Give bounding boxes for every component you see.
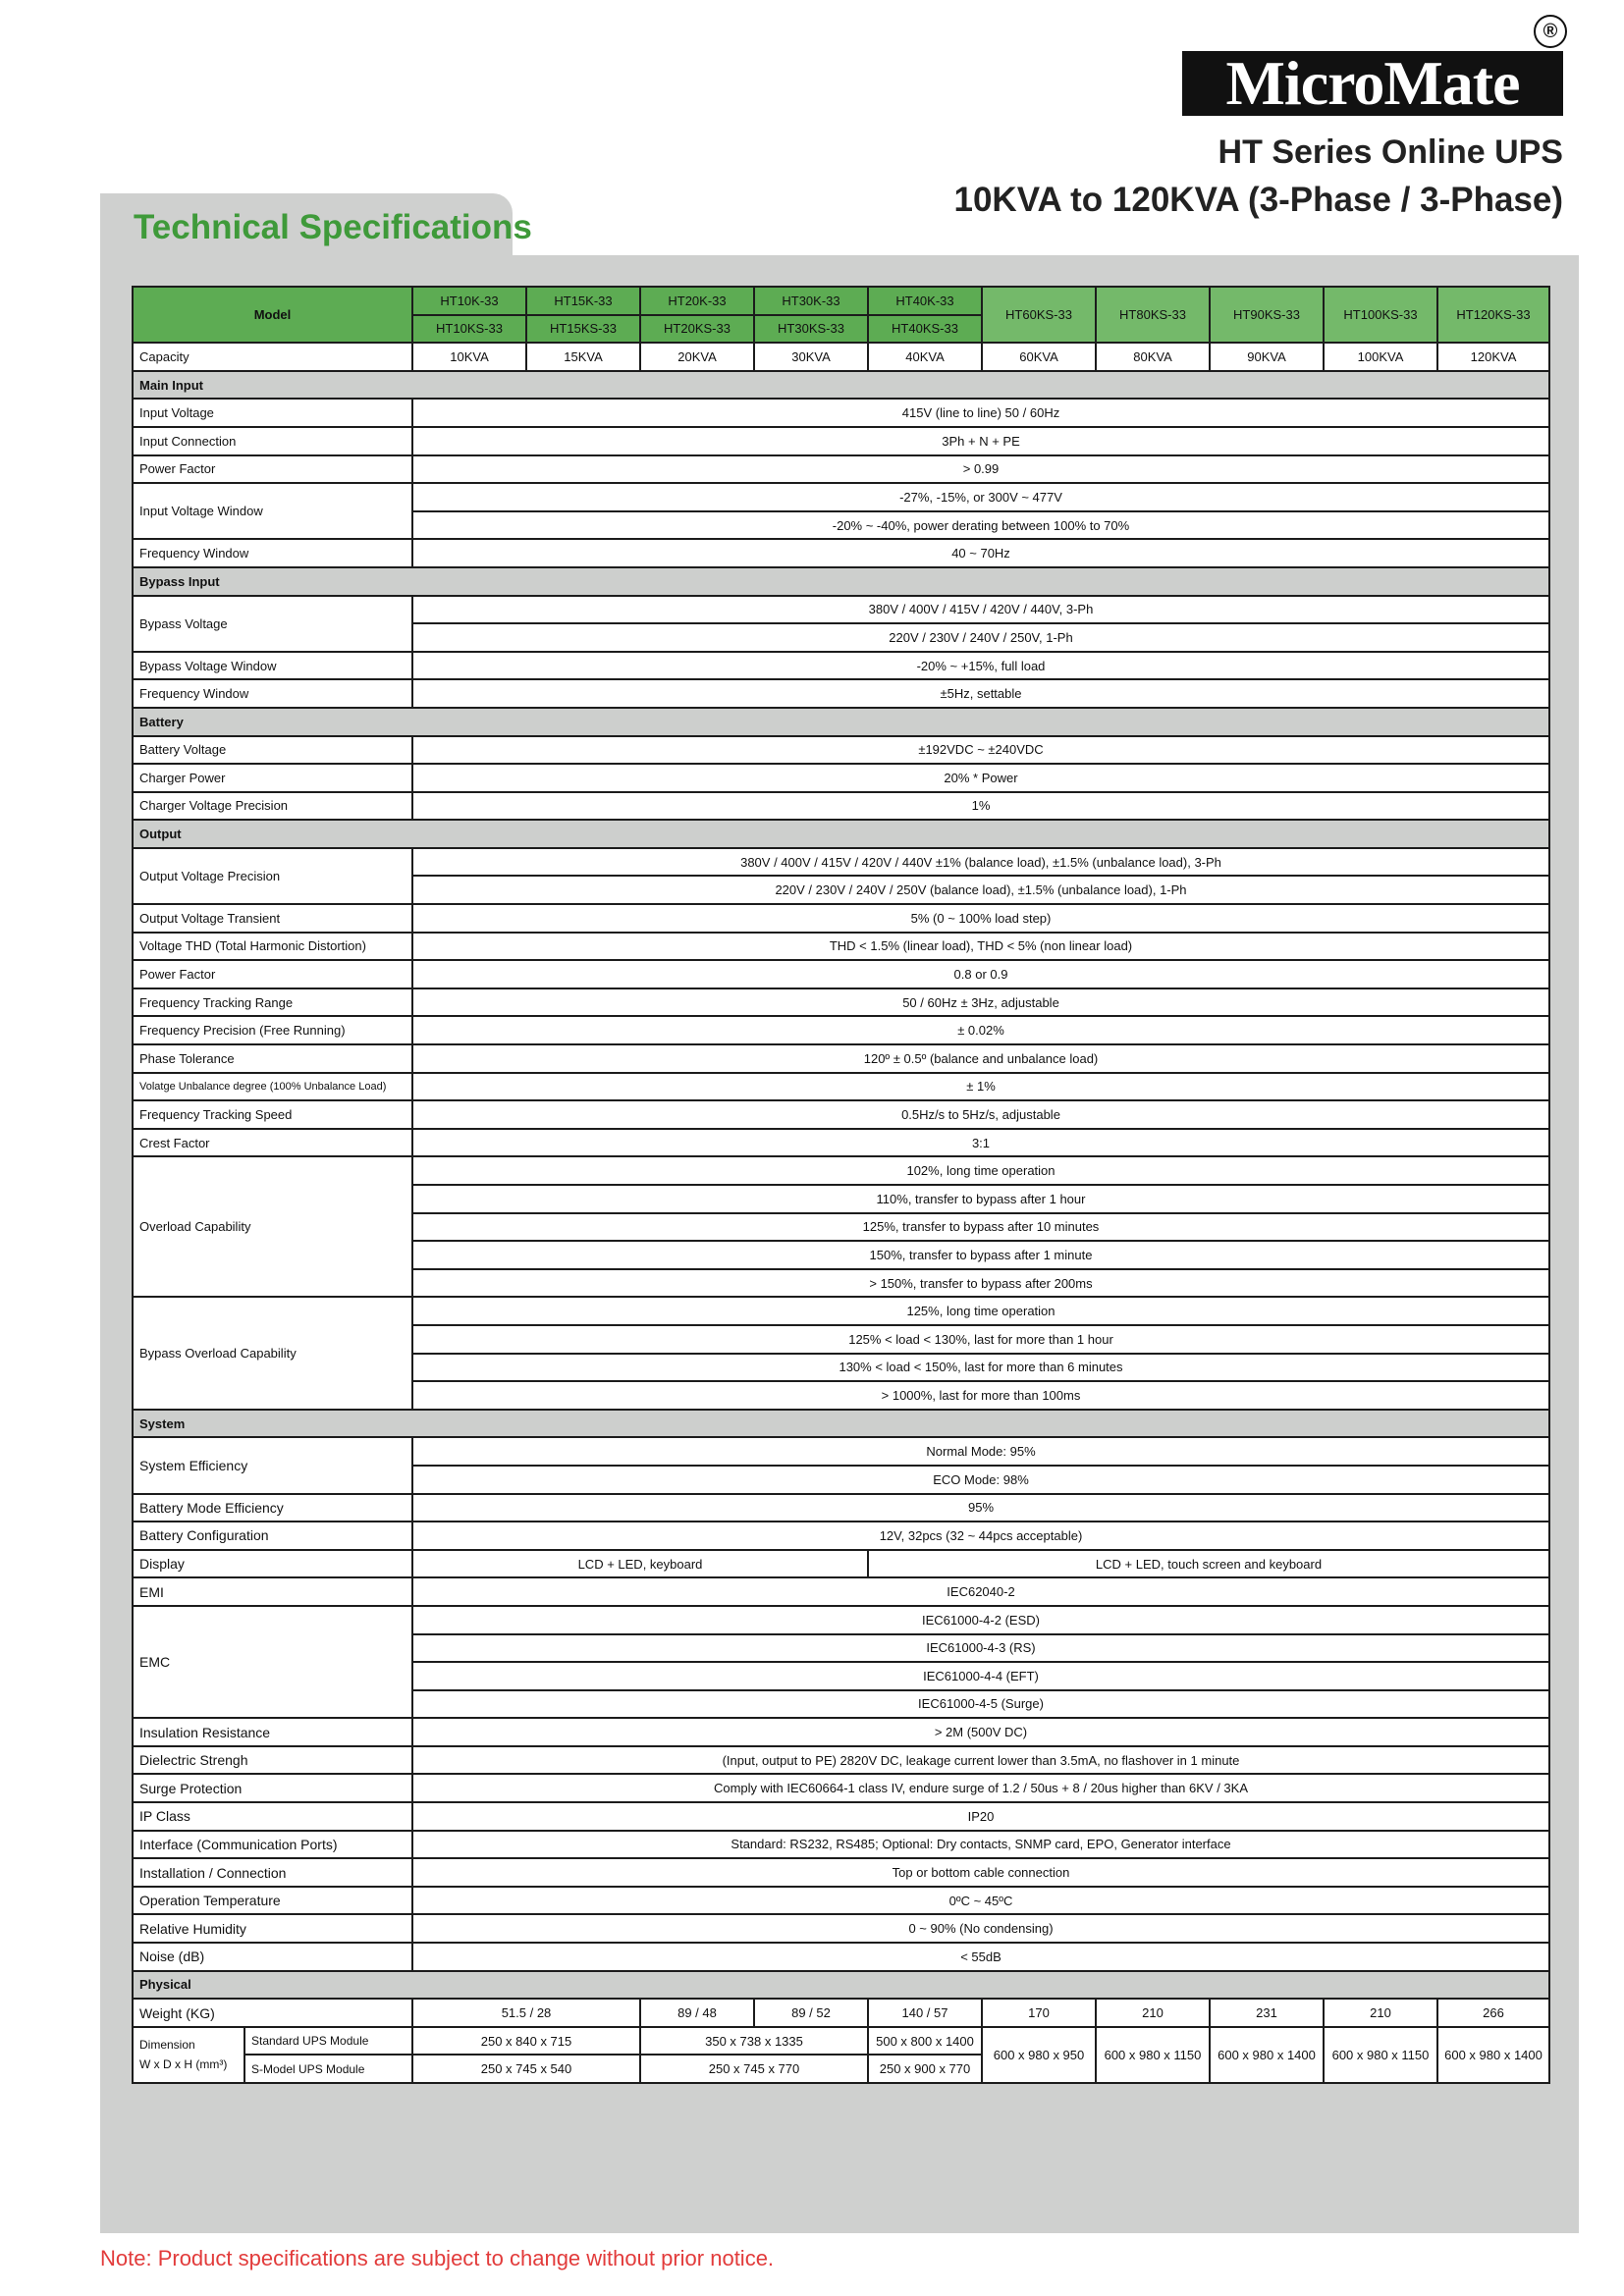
section-heading: Bypass Input: [133, 567, 1549, 596]
spec-row: [133, 1746, 1549, 1775]
spec-row: [133, 1914, 1549, 1943]
row-value: THD < 1.5% (linear load), THD < 5% (non linear load): [412, 933, 1549, 961]
dimension-cell: 250 x 745 x 770: [640, 2055, 868, 2083]
row-label: Battery Voltage: [133, 736, 412, 765]
capacity-cell: 30KVA: [754, 343, 868, 371]
spec-row: [133, 988, 1549, 1017]
spec-row: [133, 1606, 1549, 1634]
row-value: Comply with IEC60664-1 class IV, endure surge of 1.2 / 50us + 8 / 20us higher than 6KV / 3KA: [412, 1774, 1549, 1802]
capacity-row: [133, 343, 1549, 371]
row-value: IEC61000-4-4 (EFT): [412, 1662, 1549, 1690]
row-value: IEC61000-4-5 (Surge): [412, 1690, 1549, 1719]
spec-row: [133, 960, 1549, 988]
model-label: Model: [133, 287, 412, 343]
row-label: EMI: [133, 1577, 412, 1606]
row-label: Dielectric Strengh: [133, 1746, 412, 1775]
dimension-label: [133, 2027, 244, 2083]
row-value: 220V / 230V / 240V / 250V, 1-Ph: [412, 623, 1549, 652]
row-value: > 0.99: [412, 455, 1549, 484]
spec-row: [133, 1100, 1549, 1129]
capacity-cell: 80KVA: [1096, 343, 1210, 371]
brand-logo: MicroMate: [1182, 51, 1563, 116]
row-label: Charger Power: [133, 764, 412, 792]
capacity-cell: 15KVA: [526, 343, 640, 371]
spec-row: [133, 904, 1549, 933]
row-value: 415V (line to line) 50 / 60Hz: [412, 399, 1549, 427]
capacity-cell: 20KVA: [640, 343, 754, 371]
row-label: Voltage THD (Total Harmonic Distortion): [133, 933, 412, 961]
model-cell: HT10KS-33: [412, 315, 526, 344]
dimension-cell: 250 x 745 x 540: [412, 2055, 640, 2083]
row-label: Insulation Resistance: [133, 1718, 412, 1746]
row-value: 125%, long time operation: [412, 1297, 1549, 1325]
row-label: Frequency Tracking Range: [133, 988, 412, 1017]
section-heading: Battery: [133, 708, 1549, 736]
dimension-cell: 600 x 980 x 950: [982, 2027, 1096, 2083]
section-heading: System: [133, 1410, 1549, 1438]
row-label: Charger Voltage Precision: [133, 792, 412, 821]
model-cell: HT80KS-33: [1096, 287, 1210, 343]
spec-row: [133, 848, 1549, 877]
spec-row: [133, 427, 1549, 455]
spec-row: [133, 1044, 1549, 1073]
row-value: 110%, transfer to bypass after 1 hour: [412, 1185, 1549, 1213]
capacity-cell: 120KVA: [1437, 343, 1549, 371]
row-label: Frequency Window: [133, 539, 412, 567]
capacity-cell: 10KVA: [412, 343, 526, 371]
section-heading: Output: [133, 820, 1549, 848]
row-value: 125%, transfer to bypass after 10 minutes: [412, 1213, 1549, 1242]
row-value: 0.5Hz/s to 5Hz/s, adjustable: [412, 1100, 1549, 1129]
row-value: LCD + LED, keyboard: [412, 1550, 868, 1578]
spec-row: [133, 1774, 1549, 1802]
dimension-cell: 600 x 980 x 1150: [1324, 2027, 1437, 2083]
row-value: 3:1: [412, 1129, 1549, 1157]
spec-row: [133, 1522, 1549, 1550]
row-label: Interface (Communication Ports): [133, 1831, 412, 1859]
row-label: Input Voltage: [133, 399, 412, 427]
spec-row: [133, 652, 1549, 680]
row-value: Normal Mode: 95%: [412, 1437, 1549, 1466]
row-value: 150%, transfer to bypass after 1 minute: [412, 1241, 1549, 1269]
row-label: IP Class: [133, 1802, 412, 1831]
spec-row: [133, 1073, 1549, 1101]
row-label: Bypass Overload Capability: [133, 1297, 412, 1409]
model-cell: HT90KS-33: [1210, 287, 1324, 343]
model-cell: HT60KS-33: [982, 287, 1096, 343]
spec-row: [133, 1718, 1549, 1746]
weight-cell: 266: [1437, 1999, 1549, 2027]
row-label: Noise (dB): [133, 1943, 412, 1971]
row-value: 0ºC ~ 45ºC: [412, 1887, 1549, 1915]
row-label: Frequency Tracking Speed: [133, 1100, 412, 1129]
row-label: Surge Protection: [133, 1774, 412, 1802]
row-value: Standard: RS232, RS485; Optional: Dry contacts, SNMP card, EPO, Generator interface: [412, 1831, 1549, 1859]
spec-row: [133, 483, 1549, 511]
spec-row: [133, 679, 1549, 708]
row-label: Operation Temperature: [133, 1887, 412, 1915]
model-cell: HT40KS-33: [868, 315, 982, 344]
dimension-cell: 600 x 980 x 1150: [1096, 2027, 1210, 2083]
row-value: 125% < load < 130%, last for more than 1 hour: [412, 1325, 1549, 1354]
row-label: Crest Factor: [133, 1129, 412, 1157]
model-row-top: [133, 287, 1549, 315]
row-label: Frequency Precision (Free Running): [133, 1016, 412, 1044]
row-label: Capacity: [133, 343, 412, 371]
spec-row: [133, 1802, 1549, 1831]
row-label: Weight (KG): [133, 1999, 412, 2027]
row-value: 3Ph + N + PE: [412, 427, 1549, 455]
row-value: -27%, -15%, or 300V ~ 477V: [412, 483, 1549, 511]
row-value: 12V, 32pcs (32 ~ 44pcs acceptable): [412, 1522, 1549, 1550]
section-row: [133, 1410, 1549, 1438]
spec-row: [133, 1550, 1549, 1578]
dimension-cell: 600 x 980 x 1400: [1437, 2027, 1549, 2083]
capacity-cell: 100KVA: [1324, 343, 1437, 371]
section-heading: Physical: [133, 1971, 1549, 2000]
dimension-cell: 250 x 900 x 770: [868, 2055, 982, 2083]
row-value: > 150%, transfer to bypass after 200ms: [412, 1269, 1549, 1298]
row-value: 130% < load < 150%, last for more than 6 minutes: [412, 1354, 1549, 1382]
standard-module-label: Standard UPS Module: [244, 2027, 412, 2056]
spec-row: [133, 596, 1549, 624]
spec-row: [133, 455, 1549, 484]
spec-row: [133, 1156, 1549, 1185]
spec-row: [133, 1831, 1549, 1859]
row-value: 102%, long time operation: [412, 1156, 1549, 1185]
weight-cell: 231: [1210, 1999, 1324, 2027]
model-cell: HT15K-33: [526, 287, 640, 315]
row-value: 0.8 or 0.9: [412, 960, 1549, 988]
row-value: < 55dB: [412, 1943, 1549, 1971]
row-label: Phase Tolerance: [133, 1044, 412, 1073]
spec-row: [133, 1129, 1549, 1157]
row-value: 40 ~ 70Hz: [412, 539, 1549, 567]
row-value: 95%: [412, 1494, 1549, 1522]
row-value: ± 0.02%: [412, 1016, 1549, 1044]
spec-row: [133, 1943, 1549, 1971]
row-value: 120º ± 0.5º (balance and unbalance load): [412, 1044, 1549, 1073]
spec-row: [133, 1577, 1549, 1606]
spec-row: [133, 539, 1549, 567]
row-value: 220V / 230V / 240V / 250V (balance load), ±1.5% (unbalance load), 1-Ph: [412, 876, 1549, 904]
capacity-cell: 60KVA: [982, 343, 1096, 371]
weight-cell: 170: [982, 1999, 1096, 2027]
section-row: [133, 1971, 1549, 2000]
row-value: 380V / 400V / 415V / 420V / 440V ±1% (balance load), ±1.5% (unbalance load), 3-Ph: [412, 848, 1549, 877]
row-value: > 1000%, last for more than 100ms: [412, 1381, 1549, 1410]
row-label: Power Factor: [133, 455, 412, 484]
row-value: ±5Hz, settable: [412, 679, 1549, 708]
row-value: Top or bottom cable connection: [412, 1858, 1549, 1887]
section-row: [133, 708, 1549, 736]
model-cell: HT120KS-33: [1437, 287, 1549, 343]
row-label: Volatge Unbalance degree (100% Unbalance Load): [133, 1073, 412, 1101]
row-value: 0 ~ 90% (No condensing): [412, 1914, 1549, 1943]
row-label: Bypass Voltage: [133, 596, 412, 652]
smodel-module-label: S-Model UPS Module: [244, 2055, 412, 2083]
row-value: 20% * Power: [412, 764, 1549, 792]
row-label: Power Factor: [133, 960, 412, 988]
spec-row: [133, 1297, 1549, 1325]
model-cell: HT30K-33: [754, 287, 868, 315]
row-label: Battery Mode Efficiency: [133, 1494, 412, 1522]
row-value: 1%: [412, 792, 1549, 821]
spec-table: [132, 286, 1550, 2084]
capacity-range-title: 10KVA to 120KVA (3-Phase / 3-Phase): [953, 181, 1563, 219]
row-label: Input Connection: [133, 427, 412, 455]
section-title: Technical Specifications: [134, 208, 532, 246]
registered-mark: ®: [1534, 15, 1567, 48]
row-label: EMC: [133, 1606, 412, 1718]
weight-cell: 51.5 / 28: [412, 1999, 640, 2027]
section-row: [133, 567, 1549, 596]
row-value: LCD + LED, touch screen and keyboard: [868, 1550, 1549, 1578]
model-cell: HT30KS-33: [754, 315, 868, 344]
row-value: ±192VDC ~ ±240VDC: [412, 736, 1549, 765]
section-row: [133, 371, 1549, 400]
spec-row: [133, 1887, 1549, 1915]
capacity-cell: 90KVA: [1210, 343, 1324, 371]
weight-cell: 140 / 57: [868, 1999, 982, 2027]
row-value: 50 / 60Hz ± 3Hz, adjustable: [412, 988, 1549, 1017]
row-label: Output Voltage Transient: [133, 904, 412, 933]
spec-row: [133, 399, 1549, 427]
spec-row: [133, 792, 1549, 821]
section-heading: Main Input: [133, 371, 1549, 400]
row-label: Battery Configuration: [133, 1522, 412, 1550]
row-label: Relative Humidity: [133, 1914, 412, 1943]
model-cell: HT20K-33: [640, 287, 754, 315]
spec-row: [133, 1437, 1549, 1466]
model-cell: HT100KS-33: [1324, 287, 1437, 343]
spec-row: [133, 736, 1549, 765]
section-row: [133, 820, 1549, 848]
footnote: Note: Product specifications are subject to change without prior notice.: [100, 2246, 775, 2270]
row-value: IP20: [412, 1802, 1549, 1831]
row-value: IEC61000-4-3 (RS): [412, 1634, 1549, 1663]
row-value: 5% (0 ~ 100% load step): [412, 904, 1549, 933]
row-value: > 2M (500V DC): [412, 1718, 1549, 1746]
model-cell: HT20KS-33: [640, 315, 754, 344]
spec-row: [133, 1858, 1549, 1887]
dimension-cell: 600 x 980 x 1400: [1210, 2027, 1324, 2083]
row-value: ECO Mode: 98%: [412, 1466, 1549, 1494]
weight-cell: 210: [1324, 1999, 1437, 2027]
row-value: IEC61000-4-2 (ESD): [412, 1606, 1549, 1634]
model-cell: HT40K-33: [868, 287, 982, 315]
row-label: System Efficiency: [133, 1437, 412, 1493]
capacity-cell: 40KVA: [868, 343, 982, 371]
dimension-cell: 350 x 738 x 1335: [640, 2027, 868, 2056]
row-label: Display: [133, 1550, 412, 1578]
dimension-row-standard: [133, 2027, 1549, 2056]
row-value: (Input, output to PE) 2820V DC, leakage current lower than 3.5mA, no flashover in 1 minute: [412, 1746, 1549, 1775]
spec-row: [133, 1494, 1549, 1522]
weight-row: [133, 1999, 1549, 2027]
row-label: Output Voltage Precision: [133, 848, 412, 904]
row-label: Frequency Window: [133, 679, 412, 708]
spec-row: [133, 1016, 1549, 1044]
spec-row: [133, 933, 1549, 961]
dimension-cell: 500 x 800 x 1400: [868, 2027, 982, 2056]
model-cell: HT10K-33: [412, 287, 526, 315]
row-value: ± 1%: [412, 1073, 1549, 1101]
row-label: Overload Capability: [133, 1156, 412, 1297]
model-cell: HT15KS-33: [526, 315, 640, 344]
dimension-label-line2: W x D x H (mm³): [139, 2057, 228, 2072]
row-label: Input Voltage Window: [133, 483, 412, 539]
row-value: -20% ~ -40%, power derating between 100% to 70%: [412, 511, 1549, 540]
spec-row: [133, 764, 1549, 792]
row-value: -20% ~ +15%, full load: [412, 652, 1549, 680]
weight-cell: 89 / 52: [754, 1999, 868, 2027]
row-value: IEC62040-2: [412, 1577, 1549, 1606]
series-title: HT Series Online UPS: [1218, 133, 1563, 171]
row-label: Installation / Connection: [133, 1858, 412, 1887]
dimension-label-line1: Dimension: [139, 2038, 195, 2053]
row-value: 380V / 400V / 415V / 420V / 440V, 3-Ph: [412, 596, 1549, 624]
dimension-cell: 250 x 840 x 715: [412, 2027, 640, 2056]
weight-cell: 210: [1096, 1999, 1210, 2027]
weight-cell: 89 / 48: [640, 1999, 754, 2027]
row-label: Bypass Voltage Window: [133, 652, 412, 680]
